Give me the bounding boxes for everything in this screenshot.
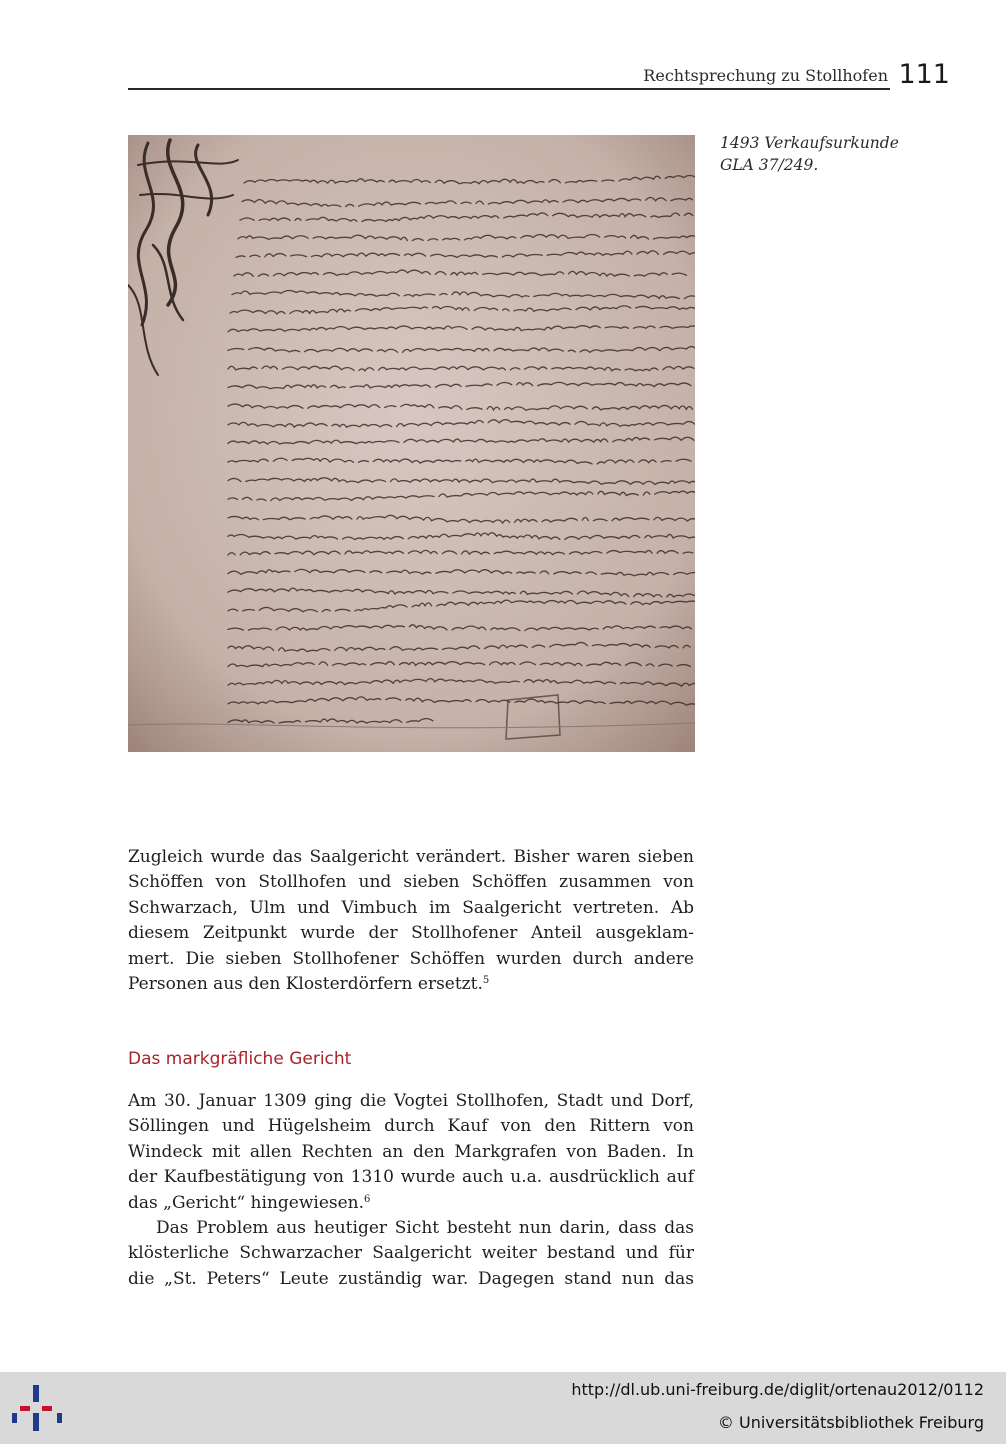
section-heading: Das markgräfliche Gericht bbox=[128, 1049, 352, 1069]
text-line: Söllingen und Hügelsheim durch Kauf von den Rittern von bbox=[128, 1116, 694, 1137]
text-line: mert. Die sieben Stollhofener Schöffen wurden durch andere bbox=[128, 948, 694, 969]
page-number: 111 bbox=[898, 59, 950, 90]
footnote-marker: 6 bbox=[364, 1193, 371, 1205]
text-line-last bbox=[128, 1191, 694, 1216]
text-line: Das Problem aus heutiger Sicht besteht nun darin, dass das bbox=[156, 1218, 694, 1238]
copyright-notice: © Universitätsbibliothek Freiburg bbox=[717, 1413, 984, 1432]
footnote-marker: 5 bbox=[482, 975, 490, 987]
text-line-content: das „Gericht“ hingewiesen. bbox=[128, 1192, 365, 1213]
paragraph-1 bbox=[128, 845, 694, 997]
text-line: Zugleich wurde das Saalgericht verändert. Bisher waren sieben bbox=[128, 847, 694, 867]
text-line: diesem Zeitpunkt wurde der Stollhofener Anteil ausgeklam- bbox=[128, 923, 694, 944]
text-line: die „St. Peters“ Leute zuständig war. Dagegen stand nun das bbox=[128, 1268, 694, 1289]
header-rule bbox=[128, 88, 890, 90]
footer-bar bbox=[0, 1372, 1006, 1444]
paragraph-3 bbox=[128, 1216, 694, 1292]
figure-caption bbox=[720, 132, 960, 176]
text-line: klösterliche Schwarzacher Saalgericht weiter bestand und für bbox=[128, 1243, 694, 1264]
text-line-content: Personen aus den Klosterdörfern ersetzt. bbox=[128, 974, 483, 995]
text-line: Schwarzach, Ulm und Vimbuch im Saalgericht vertreten. Ab bbox=[128, 897, 694, 918]
running-title: Rechtsprechung zu Stollhofen bbox=[643, 66, 888, 85]
manuscript-drawing bbox=[128, 135, 695, 752]
text-line: Schöffen von Stollhofen und sieben Schöffen zusammen von bbox=[128, 872, 694, 893]
caption-line-1: 1493 Verkaufsurkunde bbox=[720, 134, 899, 152]
paragraph-2 bbox=[128, 1089, 694, 1216]
text-line: Am 30. Januar 1309 ging die Vogtei Stollhofen, Stadt und Dorf, bbox=[128, 1091, 694, 1111]
ub-freiburg-logo-icon bbox=[12, 1383, 62, 1433]
document-url-link[interactable]: http://dl.ub.uni-freiburg.de/diglit/ortenau2012/0112 bbox=[571, 1380, 984, 1399]
text-line: Windeck mit allen Rechten an den Markgrafen von Baden. In bbox=[128, 1141, 694, 1162]
manuscript-image bbox=[128, 135, 695, 752]
text-line: der Kaufbestätigung von 1310 wurde auch u.a. ausdrücklich auf bbox=[128, 1167, 694, 1188]
text-line-last bbox=[128, 972, 694, 997]
caption-line-2: GLA 37/249. bbox=[720, 156, 819, 174]
